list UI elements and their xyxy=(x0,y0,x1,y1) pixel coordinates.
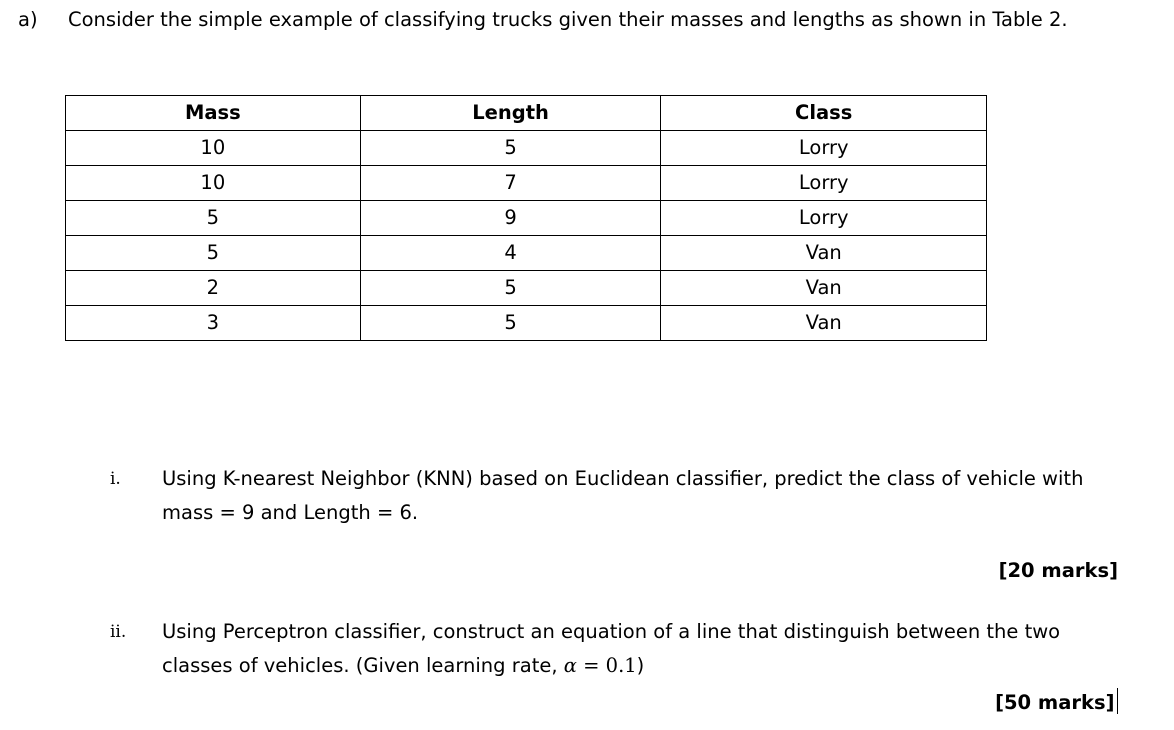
closing-paren: ) xyxy=(636,654,645,677)
question-a-marker: a) xyxy=(18,8,38,31)
cell-mass: 5 xyxy=(66,236,361,271)
cell-mass: 10 xyxy=(66,166,361,201)
sub-question-ii-text: Using Perceptron classifier, construct an equation of a line that distinguish between the two classes of vehicles. (Given learning rate, xyxy=(162,620,1061,677)
learning-rate-math xyxy=(564,654,637,677)
table-row xyxy=(66,306,987,341)
question-a-text: Consider the simple example of classifying trucks given their masses and lengths as shown in Table 2. xyxy=(68,8,1068,31)
text-cursor xyxy=(1117,688,1119,714)
marks-label-i: [20 marks] xyxy=(998,559,1118,582)
cell-length: 5 xyxy=(360,271,661,306)
cell-length: 7 xyxy=(360,166,661,201)
sub-question-i-numeral: i. xyxy=(110,469,121,489)
table-row xyxy=(66,166,987,201)
cell-mass: 5 xyxy=(66,201,361,236)
table-row xyxy=(66,131,987,166)
cell-mass: 2 xyxy=(66,271,361,306)
cell-class: Van xyxy=(661,271,987,306)
cell-length: 5 xyxy=(360,131,661,166)
cell-length: 4 xyxy=(360,236,661,271)
alpha-symbol: α xyxy=(563,654,577,677)
sub-question-ii-body xyxy=(162,615,1120,683)
table-row xyxy=(66,236,987,271)
cell-length: 9 xyxy=(360,201,661,236)
cell-mass: 3 xyxy=(66,306,361,341)
cell-class: Lorry xyxy=(661,166,987,201)
cell-mass: 10 xyxy=(66,131,361,166)
cell-class: Lorry xyxy=(661,201,987,236)
header-length: Length xyxy=(360,96,661,131)
header-class: Class xyxy=(661,96,987,131)
header-mass: Mass xyxy=(66,96,361,131)
cell-class: Lorry xyxy=(661,131,987,166)
table-row xyxy=(66,271,987,306)
marks-label-ii-text: [50 marks] xyxy=(995,691,1115,714)
cell-class: Van xyxy=(661,236,987,271)
cell-length: 5 xyxy=(360,306,661,341)
marks-label-ii xyxy=(995,686,1118,720)
cell-class: Van xyxy=(661,306,987,341)
table-header-row xyxy=(66,96,987,131)
learning-rate-value: = 0.1 xyxy=(576,654,637,677)
truck-data-table xyxy=(65,95,987,341)
table-row xyxy=(66,201,987,236)
sub-question-i-text: Using K-nearest Neighbor (KNN) based on Euclidean classifier, predict the class of vehicle with mass = 9 and Length = 6. xyxy=(162,467,1084,524)
sub-question-ii-numeral: ii. xyxy=(110,622,127,642)
